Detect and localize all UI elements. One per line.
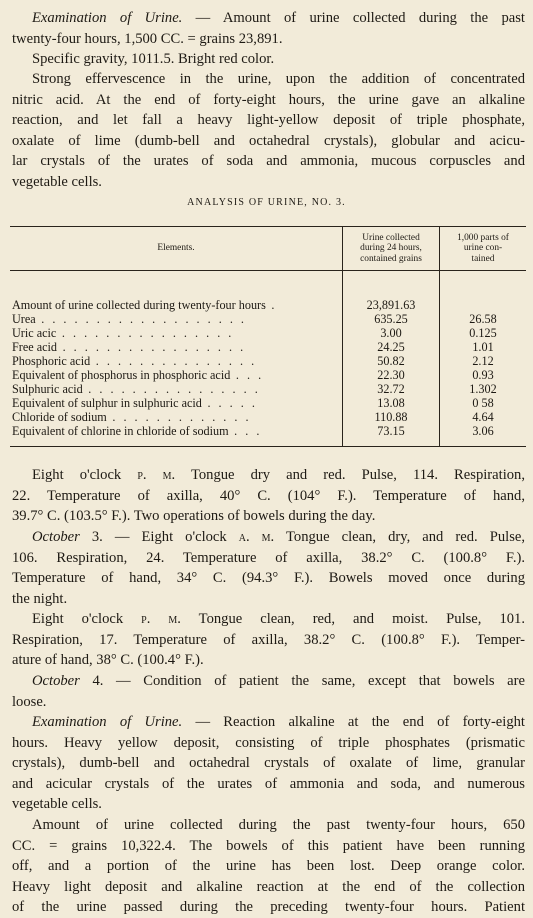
urine-analysis-table	[10, 226, 526, 447]
table-row	[10, 368, 526, 382]
paragraph-urine-examination	[12, 8, 525, 49]
per-thousand-cell: 0.93	[440, 368, 527, 382]
text-line: October 3. — Eight o'clock a. m. Tongue clean, dry, and red. Pulse,	[32, 529, 526, 545]
grains-cell: 110.88	[343, 410, 440, 424]
header-urine-collected: Urine collected during 24 hours, contained grains	[343, 227, 440, 271]
paragraph-october-3	[12, 527, 525, 609]
paragraph-urine-examination-2	[12, 712, 525, 815]
text-line: off, and a portion of the urine has been lost. Deep orange color.	[12, 858, 525, 875]
text-line: nitric acid. At the end of forty-eight hours, the urine gave an alkaline	[12, 91, 525, 108]
element-name-cell: Equivalent of sulphur in sulphuric acid . . . . .	[12, 396, 258, 411]
per-thousand-cell	[440, 298, 527, 312]
text-line: Examination of Urine. — Amount of urine collected during the past	[32, 10, 525, 26]
element-name-cell: Chloride of sodium . . . . . . . . . . . . .	[12, 410, 252, 425]
text-line: Temperature of hand, 34° C. (94.3° F.). Bowels moved once during	[12, 570, 525, 587]
paragraph-effervescence	[12, 69, 525, 193]
text-line: Examination of Urine. — Reaction alkaline at the end of forty-eight	[32, 714, 525, 730]
grains-cell: 22.30	[343, 368, 440, 382]
per-thousand-cell: 0 58	[440, 396, 527, 410]
element-name-cell: Free acid . . . . . . . . . . . . . . . . .	[12, 340, 246, 355]
text-line: Heavy light deposit and alkaline reaction at the end of the collection	[12, 878, 525, 895]
grains-cell: 3.00	[343, 326, 440, 340]
table-row	[10, 354, 526, 368]
text-line: crystals), dumb-bell and octahedral crystals of oxalate of lime, granular	[12, 755, 525, 772]
text-line: and acicular crystals of the urates of ammonia and soda, and numerous	[12, 775, 525, 792]
per-thousand-cell: 1.01	[440, 340, 527, 354]
text-line: 39.7° C. (103.5° F.). Two operations of bowels during the day.	[12, 508, 376, 525]
table-row	[10, 424, 526, 447]
table-row	[10, 298, 526, 312]
element-name-cell: Phosphoric acid . . . . . . . . . . . . . . .	[12, 354, 257, 369]
text-line: Specific gravity, 1011.5. Bright red color.	[32, 51, 275, 67]
table-row	[10, 410, 526, 424]
text-line: of the urine passed during the preceding twenty-four hours. Patient	[12, 899, 525, 916]
text-line: October 4. — Condition of patient the same, except that bowels are	[32, 673, 525, 689]
text-line: vegetable cells.	[12, 173, 102, 190]
text-line: Strong effervescence in the urine, upon the addition of concentrated	[32, 71, 525, 87]
element-name-cell: Amount of urine collected during twenty-four hours .	[12, 298, 277, 313]
text-line: Eight o'clock p. m. Tongue dry and red. Pulse, 114. Respiration,	[32, 467, 525, 483]
per-thousand-cell: 1.302	[440, 382, 527, 396]
paragraph-october-4	[12, 671, 525, 712]
text-line: vegetable cells.	[12, 796, 102, 813]
table-title: ANALYSIS OF URINE, NO. 3.	[187, 197, 346, 208]
grains-cell: 635.25	[343, 312, 440, 326]
text-line: CC. = grains 10,322.4. The bowels of this patient have been running	[12, 837, 525, 854]
text-line: the night.	[12, 590, 68, 607]
header-elements: Elements.	[10, 227, 343, 271]
grains-cell: 23,891.63	[343, 298, 440, 312]
text-line: loose.	[12, 693, 47, 710]
text-line: Amount of urine collected during the past twenty-four hours, 650	[32, 817, 525, 833]
italic-heading: Examination of Urine.	[32, 10, 183, 26]
header-parts-per-thousand: 1,000 parts of urine con- tained	[440, 227, 527, 271]
paragraph-amount-collected	[12, 815, 525, 918]
text-line: ature of hand, 38° C. (100.4° F.).	[12, 652, 204, 669]
text-line: Respiration, 17. Temperature of axilla, 38.2° C. (100.8° F.). Temper-	[12, 631, 525, 648]
grains-cell: 32.72	[343, 382, 440, 396]
text-line: 106. Respiration, 24. Temperature of axilla, 38.2° C. (100.8° F.).	[12, 549, 525, 566]
table-row	[10, 340, 526, 354]
text-line: Eight o'clock p. m. Tongue clean, red, and moist. Pulse, 101.	[32, 611, 525, 627]
element-name-cell: Urea . . . . . . . . . . . . . . . . . . .	[12, 312, 247, 327]
grains-cell: 24.25	[343, 340, 440, 354]
element-name-cell: Uric acic . . . . . . . . . . . . . . . .	[12, 326, 234, 341]
per-thousand-cell: 0.125	[440, 326, 527, 340]
paragraph-eight-pm-2	[12, 609, 525, 671]
grains-cell: 13.08	[343, 396, 440, 410]
table-row	[10, 312, 526, 326]
per-thousand-cell: 2.12	[440, 354, 527, 368]
element-name-cell: Equivalent of chlorine in chloride of sodium . . .	[10, 424, 343, 447]
per-thousand-cell: 26.58	[440, 312, 527, 326]
table-row	[10, 382, 526, 396]
per-thousand-cell: 3.06	[440, 424, 527, 447]
text-line: hours. Heavy yellow deposit, consisting of triple phosphates (prismatic	[12, 734, 525, 751]
element-name-cell: Sulphuric acid . . . . . . . . . . . . . . . .	[12, 382, 261, 397]
per-thousand-cell: 4.64	[440, 410, 527, 424]
grains-cell: 50.82	[343, 354, 440, 368]
text-line: 22. Temperature of axilla, 40° C. (104° F.). Temperature of hand,	[12, 487, 525, 504]
text-line: twenty-four hours, 1,500 CC. = grains 23,891.	[12, 30, 283, 47]
table-row	[10, 326, 526, 340]
text-line: oxalate of lime (dumb-bell and octahedral crystals), globular and acicu-	[12, 132, 525, 149]
paragraph-eight-pm	[12, 465, 525, 527]
text-line: lar crystals of the urates of soda and ammonia, mucous corpuscles and	[12, 153, 525, 170]
element-name-cell: Equivalent of phosphorus in phosphoric acid . . .	[12, 368, 264, 383]
grains-cell: 73.15	[343, 424, 440, 447]
paragraph-specific-gravity	[12, 49, 533, 70]
table-header-row	[10, 227, 526, 271]
table-row	[10, 396, 526, 410]
text-line: reaction, and let fall a heavy light-yellow deposit of triple phosphate,	[12, 112, 525, 129]
